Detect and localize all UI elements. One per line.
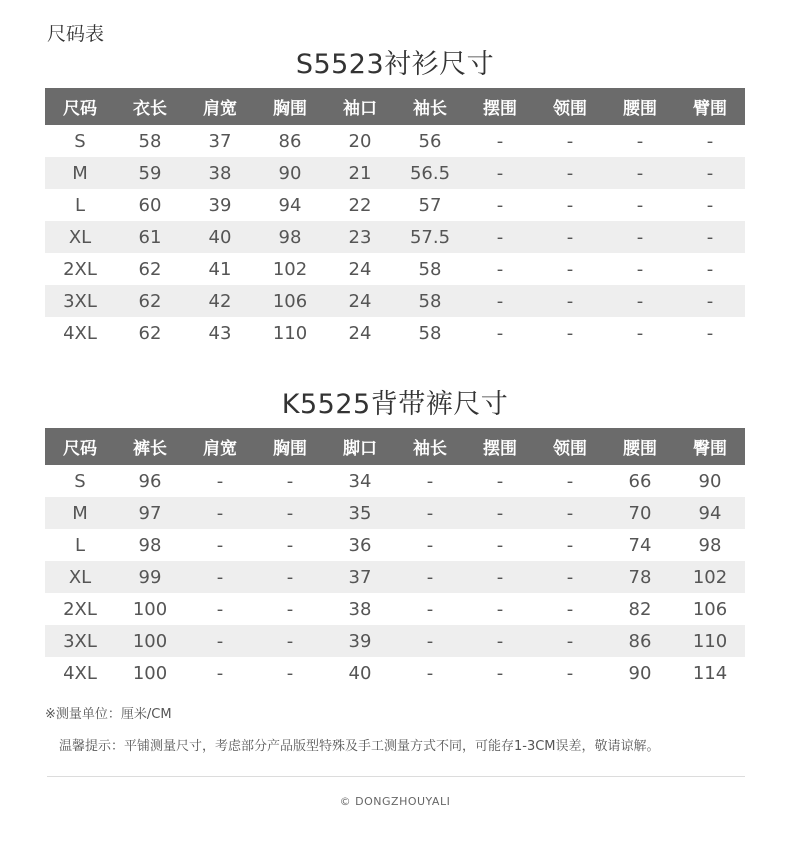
measurement-cell: 24: [325, 285, 395, 317]
measurement-cell: -: [535, 625, 605, 657]
measurement-cell: -: [706, 194, 714, 216]
measurement-cell: 40: [348, 662, 372, 684]
measurement-cell: -: [535, 221, 605, 253]
measurement-cell: -: [426, 534, 434, 556]
measurement-cell: -: [675, 221, 745, 253]
measurement-cell: -: [566, 534, 574, 556]
size-label-cell: M: [45, 497, 115, 529]
measurement-cell: 61: [115, 221, 185, 253]
measurement-cell: 90: [628, 662, 652, 684]
footer-copyright: © DONGZHOUYALI: [339, 795, 451, 808]
measurement-cell: 58: [138, 130, 162, 152]
measurement-cell: 56.5: [395, 157, 465, 189]
measurement-cell: 99: [115, 561, 185, 593]
size-label-cell: 3XL: [45, 285, 115, 317]
column-header: 臀围: [675, 428, 745, 465]
measurement-cell: -: [605, 221, 675, 253]
measurement-cell: -: [426, 662, 434, 684]
measurement-cell: -: [675, 157, 745, 189]
measurement-cell: -: [395, 561, 465, 593]
measurement-cell: -: [255, 625, 325, 657]
measurement-cell: -: [496, 470, 504, 492]
measurement-cell: -: [255, 497, 325, 529]
measurement-cell: -: [286, 662, 294, 684]
size-label-cell: S: [74, 130, 86, 152]
table-row: [45, 625, 745, 657]
measurement-cell: 74: [628, 534, 652, 556]
size-label-cell: 4XL: [63, 322, 97, 344]
column-header: 尺码: [45, 88, 115, 125]
measurement-cell: 43: [208, 322, 232, 344]
measurement-cell: -: [465, 625, 535, 657]
measurement-cell: -: [566, 130, 574, 152]
measurement-cell: 23: [325, 221, 395, 253]
column-header: 袖长: [395, 88, 465, 125]
measurement-cell: -: [395, 497, 465, 529]
size-label-cell: 2XL: [63, 258, 97, 280]
size-label-cell: L: [74, 534, 86, 556]
unit-note: ※测量单位：厘米/CM: [45, 707, 172, 722]
measurement-cell: 82: [628, 598, 652, 620]
column-header: 肩宽: [185, 88, 255, 125]
size-label-cell: XL: [45, 561, 115, 593]
measurement-cell: 110: [272, 322, 308, 344]
measurement-cell: 58: [418, 258, 442, 280]
measurement-cell: -: [636, 258, 644, 280]
size-label-cell: S: [74, 470, 86, 492]
measurement-cell: 86: [278, 130, 302, 152]
column-header: 肩宽: [185, 428, 255, 465]
measurement-cell: 98: [138, 534, 162, 556]
column-header: 衣长: [115, 88, 185, 125]
measurement-cell: -: [465, 157, 535, 189]
measurement-cell: -: [566, 322, 574, 344]
measurement-cell: 96: [138, 470, 162, 492]
size-label-cell: 4XL: [63, 662, 97, 684]
measurement-cell: 39: [325, 625, 395, 657]
measurement-cell: -: [255, 561, 325, 593]
measurement-cell: 57: [418, 194, 442, 216]
measurement-cell: 94: [675, 497, 745, 529]
measurement-cell: 42: [185, 285, 255, 317]
table-row: [45, 465, 745, 497]
measurement-cell: 35: [325, 497, 395, 529]
measurement-cell: -: [636, 130, 644, 152]
measurement-cell: -: [535, 497, 605, 529]
measurement-cell: 98: [255, 221, 325, 253]
measurement-cell: -: [605, 285, 675, 317]
measurement-cell: -: [286, 470, 294, 492]
measurement-cell: 34: [348, 470, 372, 492]
measurement-cell: 66: [628, 470, 652, 492]
measurement-cell: 62: [138, 258, 162, 280]
table-header-row: [45, 428, 745, 465]
measurement-cell: -: [496, 130, 504, 152]
measurement-cell: -: [535, 561, 605, 593]
column-header: 胸围: [255, 428, 325, 465]
measurement-cell: 41: [208, 258, 232, 280]
measurement-cell: 24: [348, 322, 372, 344]
table-row: [45, 317, 745, 349]
measurement-cell: 37: [208, 130, 232, 152]
measurement-cell: 38: [348, 598, 372, 620]
measurement-cell: -: [675, 285, 745, 317]
table-row: [45, 497, 745, 529]
measurement-cell: 102: [675, 561, 745, 593]
measurement-cell: 97: [115, 497, 185, 529]
table-row: [45, 561, 745, 593]
measurement-cell: -: [566, 662, 574, 684]
measurement-cell: -: [636, 194, 644, 216]
measurement-cell: 98: [698, 534, 722, 556]
column-header: 尺码: [45, 428, 115, 465]
measurement-cell: 62: [115, 285, 185, 317]
table-row: [45, 125, 745, 157]
measurement-cell: 106: [692, 598, 728, 620]
measurement-cell: -: [496, 662, 504, 684]
measurement-cell: -: [185, 561, 255, 593]
measurement-cell: 24: [348, 258, 372, 280]
measurement-cell: -: [465, 285, 535, 317]
measurement-cell: 38: [185, 157, 255, 189]
measurement-cell: 21: [325, 157, 395, 189]
page-header: 尺码表: [47, 23, 105, 45]
measurement-cell: 114: [692, 662, 728, 684]
measurement-cell: -: [216, 470, 224, 492]
table-row: [45, 157, 745, 189]
measurement-cell: 106: [255, 285, 325, 317]
column-header: 领围: [535, 428, 605, 465]
measurement-cell: -: [566, 470, 574, 492]
measurement-cell: 37: [325, 561, 395, 593]
measurement-cell: 60: [138, 194, 162, 216]
column-header: 裤长: [115, 428, 185, 465]
table-row: [45, 221, 745, 253]
measurement-cell: -: [286, 534, 294, 556]
size-label-cell: 2XL: [63, 598, 97, 620]
measurement-cell: 90: [255, 157, 325, 189]
measurement-cell: -: [395, 625, 465, 657]
measurement-cell: 58: [395, 285, 465, 317]
tip-note: 温馨提示：平铺测量尺寸，考虑部分产品版型特殊及手工测量方式不同，可能存1-3CM误差，敬请谅解。: [59, 739, 660, 754]
measurement-cell: -: [426, 470, 434, 492]
column-header: 袖长: [395, 428, 465, 465]
measurement-cell: -: [496, 598, 504, 620]
measurement-cell: 36: [348, 534, 372, 556]
measurement-cell: -: [216, 534, 224, 556]
overall-size-title: K5525背带裤尺寸: [281, 389, 509, 420]
column-header: 腰围: [605, 88, 675, 125]
measurement-cell: 58: [418, 322, 442, 344]
measurement-cell: -: [465, 497, 535, 529]
measurement-cell: 78: [605, 561, 675, 593]
size-label-cell: M: [45, 157, 115, 189]
measurement-cell: 100: [132, 662, 168, 684]
measurement-cell: -: [636, 322, 644, 344]
measurement-cell: 110: [675, 625, 745, 657]
measurement-cell: -: [185, 625, 255, 657]
table-row: [45, 253, 745, 285]
table-row: [45, 593, 745, 625]
measurement-cell: 22: [348, 194, 372, 216]
measurement-cell: -: [185, 497, 255, 529]
table-row: [45, 285, 745, 317]
table-row: [45, 657, 745, 689]
divider: [47, 776, 745, 777]
measurement-cell: -: [465, 221, 535, 253]
measurement-cell: 56: [418, 130, 442, 152]
table-header-row: [45, 88, 745, 125]
table-row: [45, 529, 745, 561]
table-row: [45, 189, 745, 221]
measurement-cell: 102: [272, 258, 308, 280]
column-header: 臂围: [675, 88, 745, 125]
shirt-size-title: S5523衬衫尺寸: [295, 49, 495, 80]
measurement-cell: 70: [605, 497, 675, 529]
column-header: 摆围: [465, 88, 535, 125]
measurement-cell: 90: [698, 470, 722, 492]
measurement-cell: 59: [115, 157, 185, 189]
measurement-cell: 39: [208, 194, 232, 216]
measurement-cell: -: [465, 561, 535, 593]
measurement-cell: -: [706, 258, 714, 280]
shirt-size-table: [45, 88, 745, 349]
measurement-cell: 94: [278, 194, 302, 216]
column-header: 摆围: [465, 428, 535, 465]
measurement-cell: 20: [348, 130, 372, 152]
measurement-cell: -: [605, 157, 675, 189]
column-header: 脚口: [325, 428, 395, 465]
measurement-cell: -: [535, 285, 605, 317]
measurement-cell: -: [706, 322, 714, 344]
overall-size-table: [45, 428, 745, 689]
measurement-cell: -: [706, 130, 714, 152]
measurement-cell: -: [566, 194, 574, 216]
measurement-cell: 62: [138, 322, 162, 344]
size-label-cell: 3XL: [45, 625, 115, 657]
measurement-cell: 100: [115, 625, 185, 657]
measurement-cell: -: [496, 194, 504, 216]
measurement-cell: -: [496, 534, 504, 556]
column-header: 领围: [535, 88, 605, 125]
size-label-cell: L: [74, 194, 86, 216]
measurement-cell: -: [566, 598, 574, 620]
measurement-cell: 100: [132, 598, 168, 620]
measurement-cell: -: [216, 662, 224, 684]
measurement-cell: 40: [185, 221, 255, 253]
measurement-cell: 57.5: [395, 221, 465, 253]
column-header: 胸围: [255, 88, 325, 125]
measurement-cell: -: [286, 598, 294, 620]
column-header: 腰围: [605, 428, 675, 465]
measurement-cell: -: [496, 258, 504, 280]
measurement-cell: -: [496, 322, 504, 344]
measurement-cell: -: [426, 598, 434, 620]
measurement-cell: 86: [605, 625, 675, 657]
measurement-cell: -: [216, 598, 224, 620]
column-header: 袖口: [325, 88, 395, 125]
measurement-cell: -: [535, 157, 605, 189]
measurement-cell: -: [566, 258, 574, 280]
size-label-cell: XL: [45, 221, 115, 253]
